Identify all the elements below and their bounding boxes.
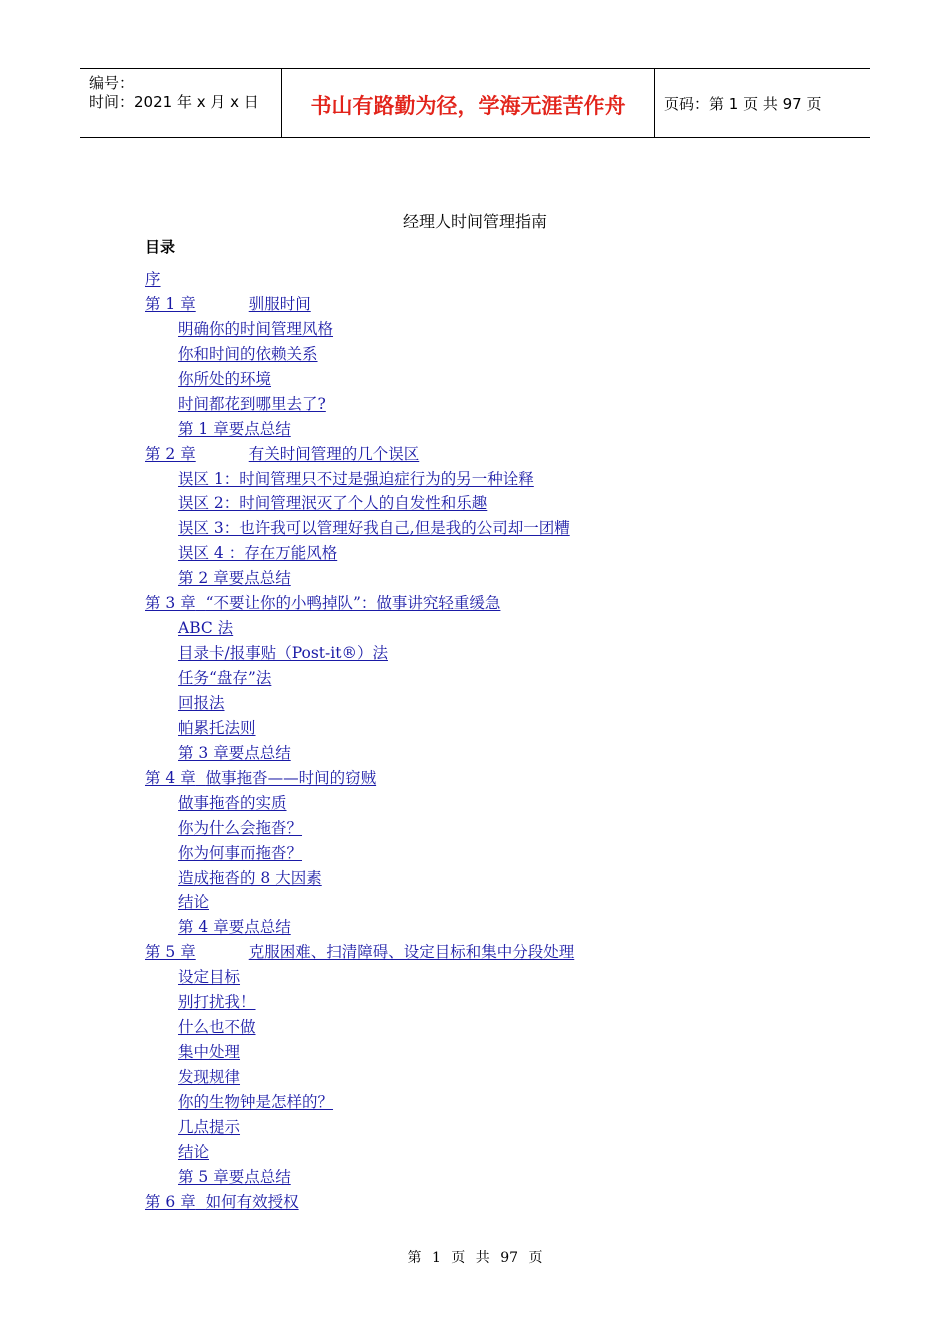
- toc-section-item: [145, 1165, 574, 1190]
- toc-section-item: [145, 791, 574, 816]
- toc-section-link[interactable]: 你为什么会拖沓？: [178, 818, 303, 837]
- toc-chapter-item: [145, 442, 574, 467]
- toc-section-item: [145, 1065, 574, 1090]
- toc-section-link[interactable]: 做事拖沓的实质: [178, 793, 287, 812]
- number-label: 编号：: [89, 74, 135, 92]
- toc-chapter-item: [145, 1190, 574, 1215]
- toc-section-link[interactable]: 第 4 章要点总结: [178, 918, 291, 937]
- header-table: [80, 68, 870, 138]
- toc-section-item: [145, 566, 574, 591]
- toc-section-link[interactable]: 回报法: [178, 693, 225, 712]
- toc-section-link[interactable]: 帕累托法则: [178, 718, 256, 737]
- toc-chapter-title: “不要让你的小鸭掉队”：做事讲究轻重缓急: [205, 594, 501, 613]
- toc-section-item: [145, 965, 574, 990]
- toc-chapter-link[interactable]: [145, 445, 419, 463]
- toc-section-link[interactable]: 时间都花到哪里去了?: [178, 394, 326, 413]
- toc-chapter-title: 驯服时间: [248, 294, 311, 313]
- toc-section-link[interactable]: 误区 2：时间管理泯灭了个人的自发性和乐趣: [178, 494, 488, 513]
- toc-section-item: [145, 691, 574, 716]
- toc-section-link[interactable]: 什么也不做: [178, 1018, 256, 1037]
- toc-section-link[interactable]: 第 2 章要点总结: [178, 569, 291, 588]
- toc-section-link[interactable]: 任务“盘存”法: [178, 669, 272, 687]
- toc-section-item: [145, 1140, 574, 1165]
- toc-section-link[interactable]: 造成拖沓的 8 大因素: [178, 868, 322, 887]
- toc-section-item: [145, 541, 574, 566]
- toc-section-item: [145, 392, 574, 417]
- toc-section-item: [145, 990, 574, 1015]
- toc-section-item: [145, 641, 574, 666]
- toc-chapter-link[interactable]: [145, 1193, 299, 1211]
- toc-section-item: [145, 467, 574, 492]
- toc-chapter-title: 克服困难、扫清障碍、设定目标和集中分段处理: [248, 943, 575, 962]
- toc-chapter-link[interactable]: [145, 295, 311, 313]
- toc-section-item: [145, 516, 574, 541]
- toc-chapter-number: 第 1 章: [145, 294, 196, 313]
- toc-section-item: [145, 342, 574, 367]
- toc-section-item: [145, 1090, 574, 1115]
- toc-chapter-item: [145, 940, 574, 965]
- toc-section-item: [145, 1040, 574, 1065]
- toc-section-item: [145, 367, 574, 392]
- time-label: 时间：2021 年 x 月 x 日: [89, 93, 259, 111]
- motto: 书山有路勤为径，学海无涯苦作舟: [310, 94, 626, 118]
- toc-section-link[interactable]: 误区 3：也许我可以管理好我自己,但是我的公司却一团糟: [178, 519, 570, 538]
- header-page-cell: [655, 69, 870, 137]
- toc-section-link[interactable]: 目录卡/报事贴（Post-it®）法: [178, 644, 388, 663]
- toc-section-link[interactable]: 误区 1：时间管理只不过是强迫症行为的另一种诠释: [178, 469, 534, 488]
- toc-section-link[interactable]: 第 3 章要点总结: [178, 743, 291, 762]
- toc-chapter-item: [145, 591, 574, 616]
- toc-section-link[interactable]: 集中处理: [178, 1043, 241, 1062]
- toc-section-link[interactable]: 设定目标: [178, 968, 241, 987]
- toc-section-link[interactable]: 结论: [178, 1142, 210, 1161]
- toc-section-link[interactable]: 结论: [178, 893, 210, 912]
- toc-section-item: [145, 816, 574, 841]
- toc-section-item: [145, 666, 574, 691]
- toc-section-link[interactable]: 第 5 章要点总结: [178, 1167, 291, 1186]
- toc-chapter-item: [145, 267, 574, 292]
- toc-section-link[interactable]: 误区 4 ：存在万能风格: [178, 544, 338, 563]
- toc-section-link[interactable]: 发现规律: [178, 1068, 241, 1086]
- toc-section-item: [145, 1115, 574, 1140]
- toc-chapter-link[interactable]: [145, 943, 574, 961]
- toc-section-item: [145, 417, 574, 442]
- toc-heading: 目录: [145, 238, 176, 256]
- toc-section-link[interactable]: 你和时间的依赖关系: [178, 344, 318, 363]
- header-page-info: 页码：第 1 页 共 97 页: [664, 95, 822, 113]
- toc-section-item: [145, 915, 574, 940]
- toc-section-link[interactable]: 明确你的时间管理风格: [178, 319, 334, 338]
- header-motto-cell: [282, 69, 655, 137]
- toc-section-link[interactable]: 你所处的环境: [178, 369, 272, 388]
- page-footer: 第 1 页 共 97 页: [407, 1250, 543, 1266]
- toc-chapter-item: [145, 766, 574, 791]
- toc-section-link[interactable]: 别打扰我！: [178, 993, 256, 1012]
- toc-section-item: [145, 890, 574, 915]
- toc-chapter-number: 第 6 章: [145, 1192, 196, 1211]
- header-meta-cell: [80, 69, 282, 137]
- toc-section-item: [145, 317, 574, 342]
- toc-chapter-title: 如何有效授权: [205, 1192, 299, 1211]
- toc-chapter-number: 序: [145, 270, 161, 288]
- toc-section-item: [145, 866, 574, 891]
- table-of-contents: [145, 267, 574, 1215]
- toc-section-item: [145, 841, 574, 866]
- toc-chapter-title: 做事拖沓——时间的窃贼: [205, 768, 377, 787]
- toc-chapter-number: 第 3 章: [145, 594, 196, 613]
- toc-chapter-number: 第 5 章: [145, 943, 196, 962]
- toc-section-item: [145, 491, 574, 516]
- toc-section-item: [145, 616, 574, 641]
- toc-chapter-link[interactable]: [145, 270, 161, 288]
- toc-chapter-number: 第 4 章: [145, 768, 196, 787]
- toc-section-link[interactable]: ABC 法: [178, 619, 234, 638]
- toc-section-item: [145, 741, 574, 766]
- toc-section-item: [145, 716, 574, 741]
- toc-section-item: [145, 1015, 574, 1040]
- toc-section-link[interactable]: 你的生物钟是怎样的？: [178, 1092, 334, 1111]
- toc-section-link[interactable]: 第 1 章要点总结: [178, 419, 291, 438]
- toc-section-link[interactable]: 你为何事而拖沓？: [178, 843, 303, 862]
- toc-chapter-number: 第 2 章: [145, 444, 196, 463]
- toc-section-link[interactable]: 几点提示: [178, 1117, 241, 1136]
- toc-chapter-link[interactable]: [145, 594, 500, 612]
- toc-chapter-title: 有关时间管理的几个误区: [248, 444, 420, 463]
- toc-chapter-item: [145, 292, 574, 317]
- document-title: 经理人时间管理指南: [402, 212, 547, 231]
- toc-chapter-link[interactable]: [145, 769, 376, 787]
